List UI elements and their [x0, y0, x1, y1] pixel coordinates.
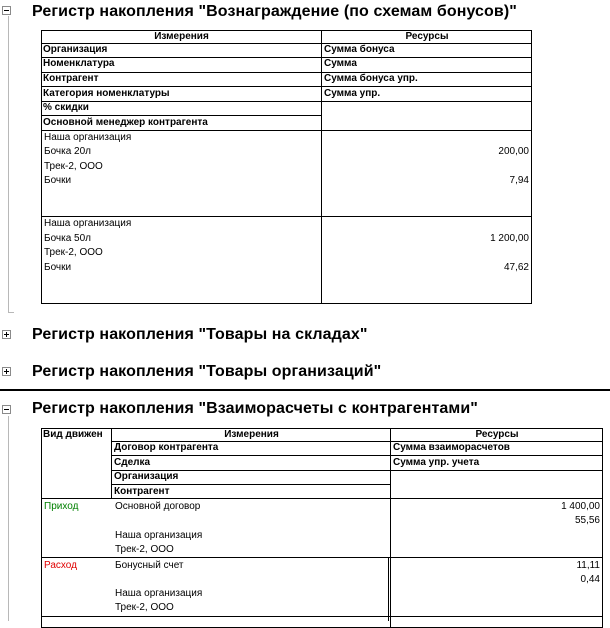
field-divider [41, 86, 532, 87]
section-title-rewards: Регистр накопления "Вознаграждение (по схемам бонусов)" [32, 3, 517, 20]
record-amount-mgmt: 47,62 [503, 262, 529, 273]
record-settlement-amount: 1 400,00 [561, 501, 600, 512]
expand-toggle-icon[interactable] [2, 330, 11, 339]
record-settlement-amount-mgmt: 55,56 [574, 515, 600, 526]
dimensions-header: Измерения [154, 31, 209, 42]
dimension-field: Сделка [114, 457, 151, 468]
tree-guide-line [8, 16, 9, 312]
section-title-warehouse-goods: Регистр накопления "Товары на складах" [32, 326, 368, 343]
resources-header: Ресурсы [405, 31, 449, 42]
record-category: Бочки [44, 175, 72, 186]
dimensions-header: Измерения [224, 429, 279, 440]
field-divider [112, 484, 391, 485]
header-bottom [41, 498, 603, 499]
field-divider [112, 470, 603, 471]
field-divider [112, 455, 603, 456]
record-contract: Бонусный счет [115, 560, 184, 571]
record-organization: Наша организация [115, 530, 203, 541]
record-settlement-amount-mgmt: 0,44 [580, 574, 600, 585]
resource-field: Сумма взаиморасчетов [393, 442, 510, 453]
dimension-field: % скидки [43, 102, 89, 113]
record-organization: Наша организация [44, 218, 132, 229]
movement-type-header: Вид движен [43, 429, 103, 440]
record-category: Бочки [44, 262, 72, 273]
record-organization: Наша организация [115, 588, 203, 599]
collapse-toggle-icon[interactable] [2, 405, 11, 414]
tree-guide-line [8, 416, 9, 621]
resource-field: Сумма упр. учета [393, 457, 480, 468]
resource-field: Сумма бонуса упр. [324, 73, 418, 84]
record-amount: 1 200,00 [490, 233, 529, 244]
record-organization: Наша организация [44, 132, 132, 143]
movement-type-expense: Расход [44, 560, 77, 571]
record-contract: Основной договор [115, 501, 201, 512]
field-divider [41, 130, 532, 131]
record-divider [41, 216, 532, 217]
resource-field: Сумма [324, 58, 357, 69]
record-amount: 200,00 [498, 146, 529, 157]
dimension-field: Основной менеджер контрагента [43, 117, 208, 128]
resource-field: Сумма бонуса [324, 44, 395, 55]
section-separator [0, 389, 610, 391]
field-divider [41, 115, 322, 116]
dimension-field: Номенклатура [43, 58, 115, 69]
dimension-field: Организация [114, 471, 179, 482]
record-item: Бочка 20л [44, 146, 92, 157]
expand-toggle-icon[interactable] [2, 367, 11, 376]
section-title-organization-goods: Регистр накопления "Товары организаций" [32, 363, 382, 380]
column-divider [388, 557, 389, 621]
record-counterparty: Трек-2, ООО [115, 544, 174, 555]
resources-header: Ресурсы [475, 429, 519, 440]
record-counterparty: Трек-2, ООО [44, 247, 103, 258]
record-divider [41, 557, 603, 558]
dimension-field: Контрагент [114, 486, 170, 497]
record-amount-mgmt: 7,94 [509, 175, 529, 186]
record-divider [41, 616, 603, 617]
movement-type-income: Приход [44, 501, 79, 512]
section-title-settlements: Регистр накопления "Взаиморасчеты с контрагентами" [32, 400, 478, 417]
dimension-field: Организация [43, 44, 108, 55]
dimension-field: Контрагент [43, 73, 99, 84]
dimension-field: Категория номенклатуры [43, 88, 170, 99]
record-item: Бочка 50л [44, 233, 92, 244]
record-settlement-amount: 11,11 [576, 560, 600, 571]
field-divider [41, 101, 532, 102]
resource-field: Сумма упр. [324, 88, 381, 99]
collapse-toggle-icon[interactable] [2, 6, 11, 15]
record-counterparty: Трек-2, ООО [44, 161, 103, 172]
record-counterparty: Трек-2, ООО [115, 602, 174, 613]
tree-guide-end [8, 312, 14, 313]
dimension-field: Договор контрагента [114, 442, 219, 453]
